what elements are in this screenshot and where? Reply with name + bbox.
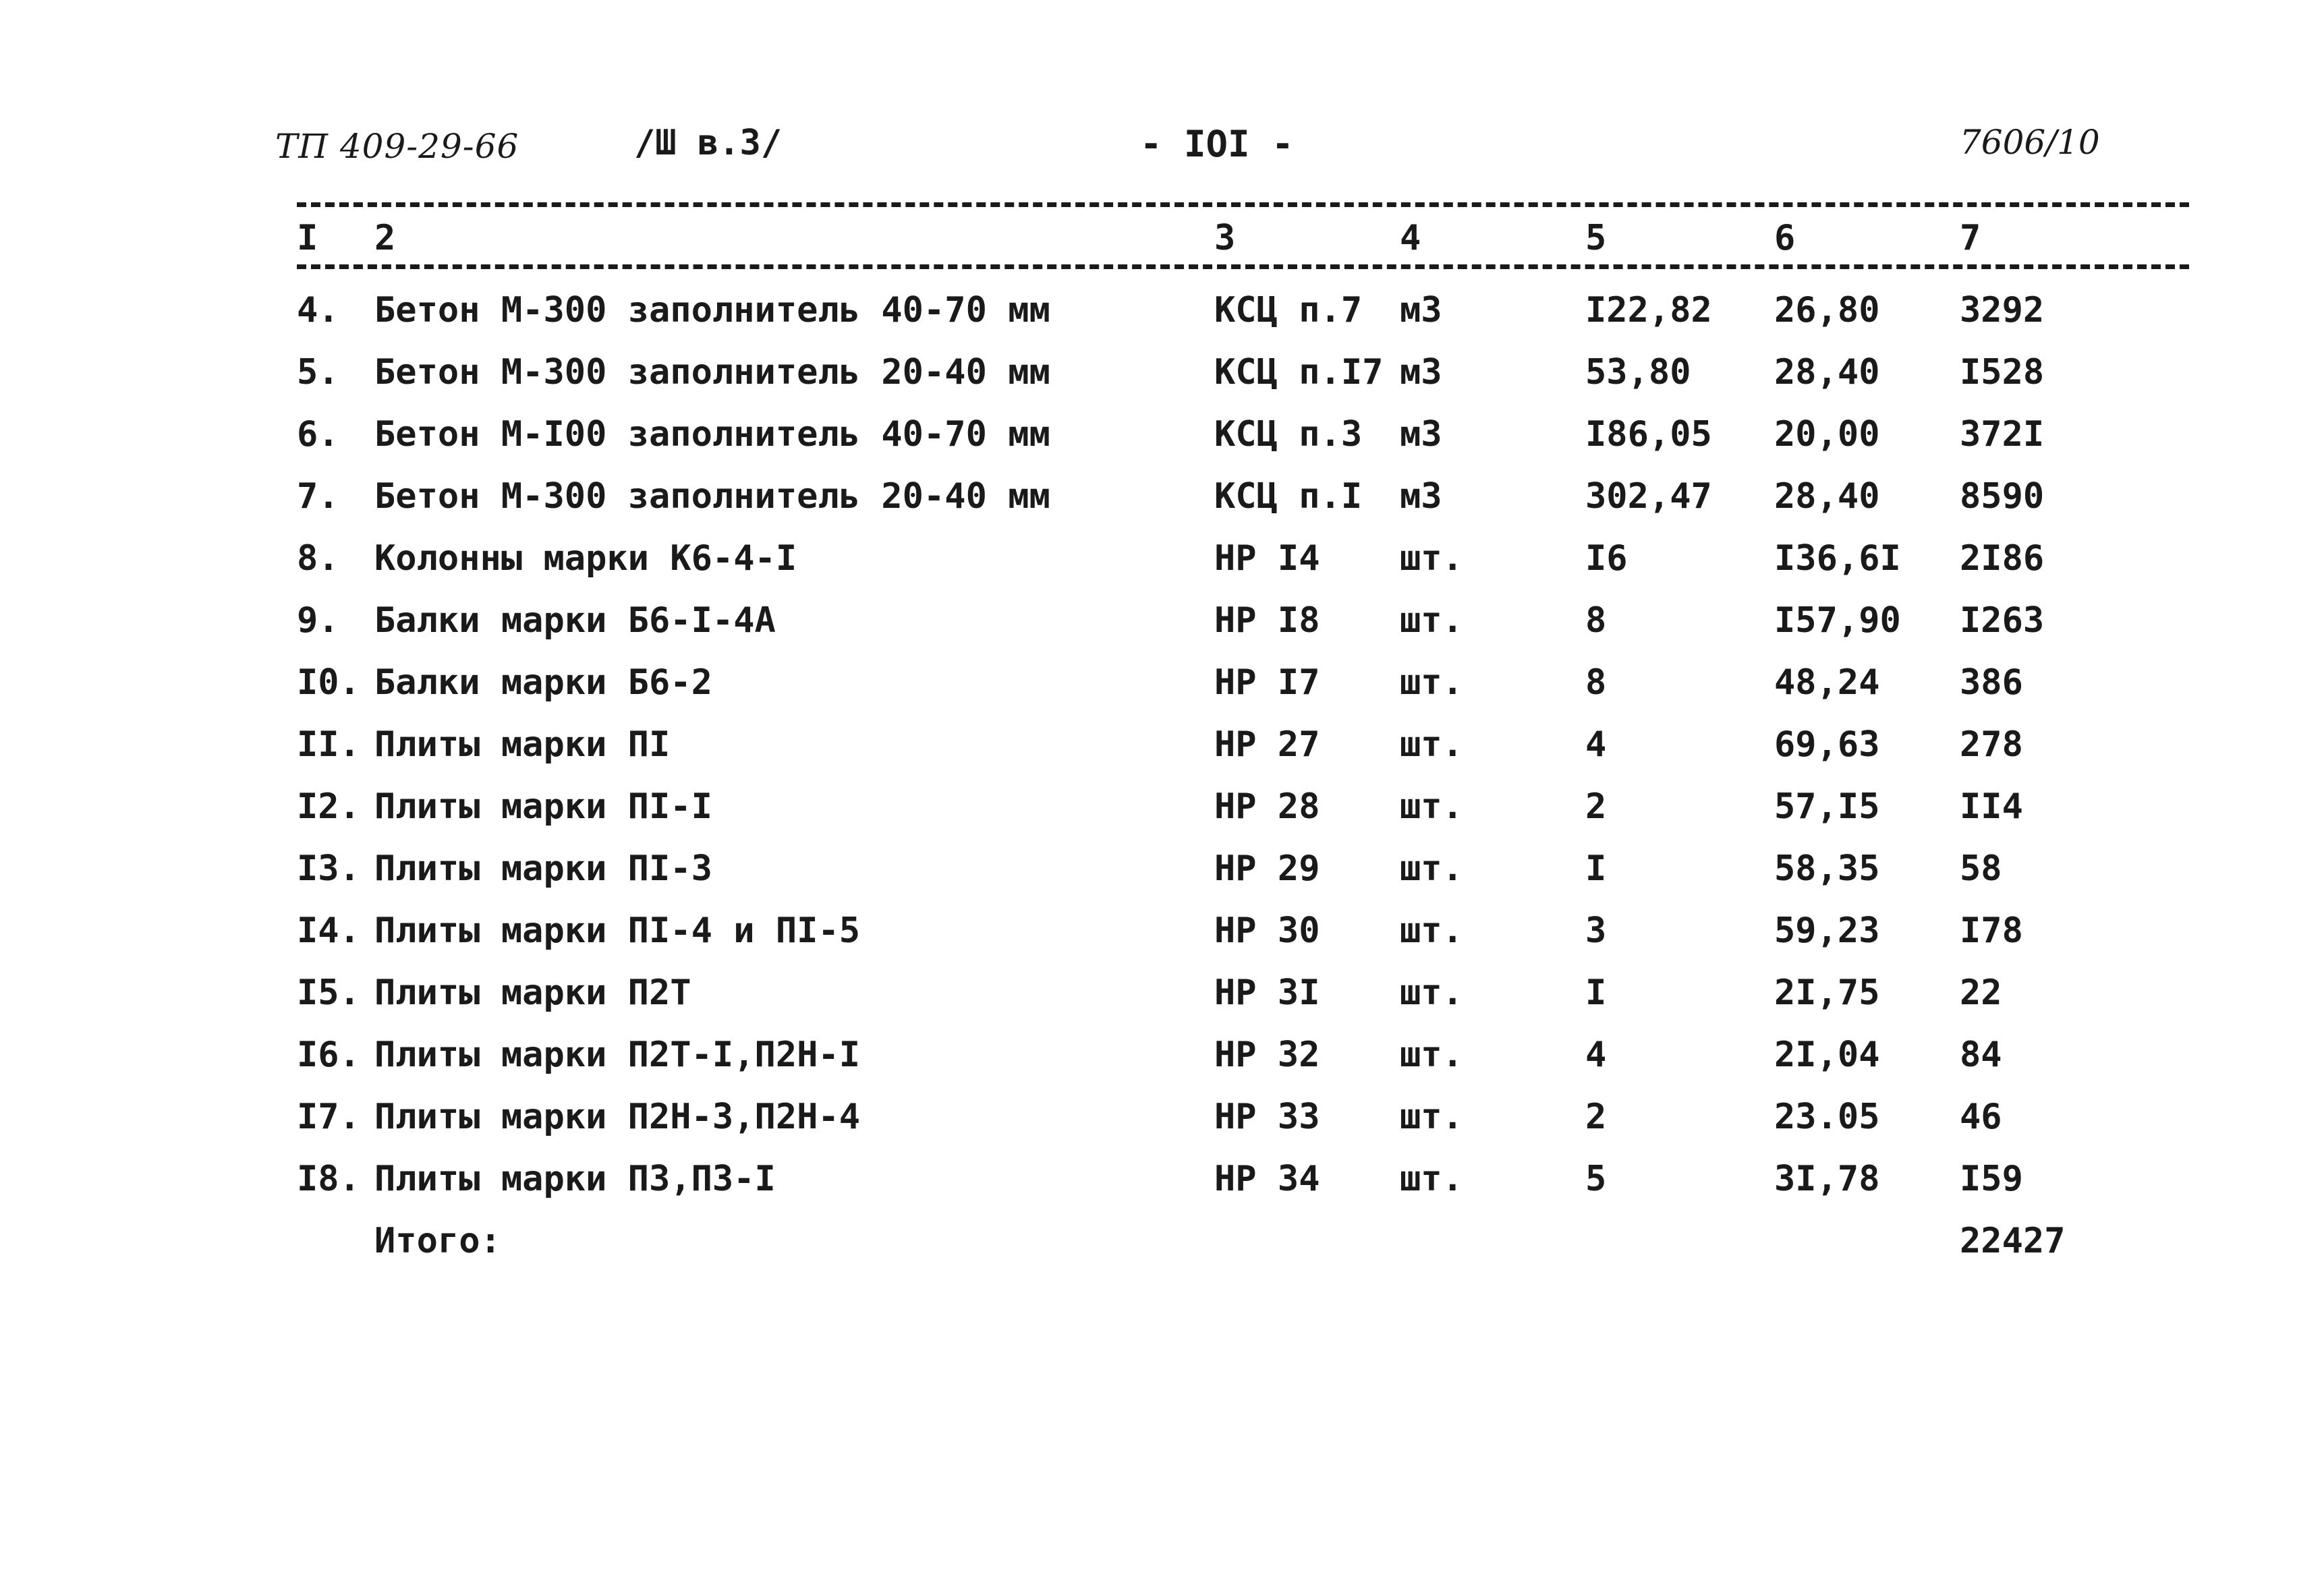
item-quantity: 2 bbox=[1585, 786, 1607, 827]
column-number: 3 bbox=[1214, 218, 1236, 258]
document-part: /Ш в.3/ bbox=[634, 123, 783, 163]
table-row bbox=[0, 1031, 2324, 1093]
table-row bbox=[0, 287, 2324, 349]
item-quantity: I86,05 bbox=[1585, 414, 1712, 455]
item-unit: шт. bbox=[1400, 600, 1463, 641]
item-total: I59 bbox=[1960, 1159, 2023, 1199]
item-name: Бетон М-300 заполнитель 20-40 мм bbox=[374, 352, 1050, 393]
item-unit: шт. bbox=[1400, 1035, 1463, 1075]
item-quantity: 4 bbox=[1585, 1035, 1607, 1075]
item-total: 8590 bbox=[1960, 476, 2045, 517]
item-unit: м3 bbox=[1400, 476, 1442, 517]
item-unit: шт. bbox=[1400, 911, 1463, 951]
row-number: 5. bbox=[297, 352, 339, 393]
column-number: 4 bbox=[1400, 218, 1421, 258]
item-price: 3I,78 bbox=[1774, 1159, 1880, 1199]
item-price: I36,6I bbox=[1774, 538, 1901, 579]
item-price: 69,63 bbox=[1774, 724, 1880, 765]
item-quantity: 3 bbox=[1585, 911, 1607, 951]
total-label: Итого: bbox=[374, 1221, 501, 1261]
item-quantity: I6 bbox=[1585, 538, 1628, 579]
item-quantity: I bbox=[1585, 973, 1607, 1013]
item-reference: НР I7 bbox=[1214, 662, 1320, 703]
item-reference: НР I4 bbox=[1214, 538, 1320, 579]
item-total: 386 bbox=[1960, 662, 2023, 703]
item-unit: м3 bbox=[1400, 352, 1442, 393]
item-reference: НР 32 bbox=[1214, 1035, 1320, 1075]
column-number: 5 bbox=[1585, 218, 1607, 258]
item-total: 278 bbox=[1960, 724, 2023, 765]
row-number: 9. bbox=[297, 600, 339, 641]
item-quantity: I22,82 bbox=[1585, 290, 1712, 330]
item-total: 3292 bbox=[1960, 290, 2045, 330]
item-unit: шт. bbox=[1400, 973, 1463, 1013]
item-quantity: 5 bbox=[1585, 1159, 1607, 1199]
column-number: 6 bbox=[1774, 218, 1796, 258]
item-name: Балки марки Б6-2 bbox=[374, 662, 712, 703]
column-number: I bbox=[297, 218, 318, 258]
row-number: I3. bbox=[297, 848, 360, 889]
row-number: 4. bbox=[297, 290, 339, 330]
item-quantity: I bbox=[1585, 848, 1607, 889]
item-total: 84 bbox=[1960, 1035, 2002, 1075]
row-number: 6. bbox=[297, 414, 339, 455]
page-number: - IOI - bbox=[1140, 123, 1294, 165]
item-reference: КСЦ п.3 bbox=[1214, 414, 1363, 455]
item-name: Плиты марки П2Н-3,П2Н-4 bbox=[374, 1097, 861, 1137]
item-reference: НР 33 bbox=[1214, 1097, 1320, 1137]
item-name: Бетон М-300 заполнитель 20-40 мм bbox=[374, 476, 1050, 517]
item-reference: НР 27 bbox=[1214, 724, 1320, 765]
table-row bbox=[0, 659, 2324, 721]
item-unit: шт. bbox=[1400, 848, 1463, 889]
item-price: 59,23 bbox=[1774, 911, 1880, 951]
item-name: Бетон М-300 заполнитель 40-70 мм bbox=[374, 290, 1050, 330]
item-name: Колонны марки К6-4-I bbox=[374, 538, 797, 579]
item-total: I78 bbox=[1960, 911, 2023, 951]
item-unit: м3 bbox=[1400, 414, 1442, 455]
table-row bbox=[0, 535, 2324, 597]
item-price: 2I,75 bbox=[1774, 973, 1880, 1013]
item-quantity: 53,80 bbox=[1585, 352, 1691, 393]
item-reference: НР I8 bbox=[1214, 600, 1320, 641]
item-reference: НР 30 bbox=[1214, 911, 1320, 951]
item-reference: НР 28 bbox=[1214, 786, 1320, 827]
row-number: I4. bbox=[297, 911, 360, 951]
table-body bbox=[0, 287, 2324, 1279]
row-number: I8. bbox=[297, 1159, 360, 1199]
table-row bbox=[0, 349, 2324, 411]
item-total: 58 bbox=[1960, 848, 2002, 889]
table-top-rule bbox=[297, 202, 2189, 207]
total-row bbox=[0, 1217, 2324, 1279]
item-name: Плиты марки ПI-I bbox=[374, 786, 712, 827]
table-header-rule bbox=[297, 264, 2189, 269]
item-price: 58,35 bbox=[1774, 848, 1880, 889]
item-name: Плиты марки ПI bbox=[374, 724, 671, 765]
row-number: I7. bbox=[297, 1097, 360, 1137]
item-price: 20,00 bbox=[1774, 414, 1880, 455]
item-reference: КСЦ п.I bbox=[1214, 476, 1363, 517]
item-total: I528 bbox=[1960, 352, 2045, 393]
table-row bbox=[0, 597, 2324, 659]
item-unit: шт. bbox=[1400, 662, 1463, 703]
item-quantity: 4 bbox=[1585, 724, 1607, 765]
item-unit: шт. bbox=[1400, 724, 1463, 765]
table-row bbox=[0, 969, 2324, 1031]
item-price: 48,24 bbox=[1774, 662, 1880, 703]
row-number: I6. bbox=[297, 1035, 360, 1075]
item-total: 2I86 bbox=[1960, 538, 2045, 579]
item-quantity: 302,47 bbox=[1585, 476, 1712, 517]
table-row bbox=[0, 1093, 2324, 1155]
item-quantity: 2 bbox=[1585, 1097, 1607, 1137]
item-price: 57,I5 bbox=[1774, 786, 1880, 827]
item-reference: НР 34 bbox=[1214, 1159, 1320, 1199]
item-price: 28,40 bbox=[1774, 352, 1880, 393]
row-number: I5. bbox=[297, 973, 360, 1013]
column-number: 7 bbox=[1960, 218, 1981, 258]
item-reference: НР 29 bbox=[1214, 848, 1320, 889]
item-quantity: 8 bbox=[1585, 600, 1607, 641]
item-price: 28,40 bbox=[1774, 476, 1880, 517]
row-number: 8. bbox=[297, 538, 339, 579]
row-number: I2. bbox=[297, 786, 360, 827]
table-row bbox=[0, 411, 2324, 473]
item-unit: шт. bbox=[1400, 538, 1463, 579]
item-name: Балки марки Б6-I-4А bbox=[374, 600, 776, 641]
item-price: 2I,04 bbox=[1774, 1035, 1880, 1075]
item-total: 46 bbox=[1960, 1097, 2002, 1137]
item-name: Плиты марки ПI-3 bbox=[374, 848, 712, 889]
item-name: Плиты марки П2Т bbox=[374, 973, 691, 1013]
item-reference: НР 3I bbox=[1214, 973, 1320, 1013]
table-row bbox=[0, 473, 2324, 535]
item-total: 22 bbox=[1960, 973, 2002, 1013]
item-name: Плиты марки П2Т-I,П2Н-I bbox=[374, 1035, 861, 1075]
item-total: I263 bbox=[1960, 600, 2045, 641]
item-price: I57,90 bbox=[1774, 600, 1901, 641]
archive-number: 7606/10 bbox=[1960, 123, 2100, 162]
item-name: Плиты марки П3,П3-I bbox=[374, 1159, 776, 1199]
table-row bbox=[0, 1155, 2324, 1217]
column-number-row bbox=[0, 214, 2324, 262]
table-row bbox=[0, 721, 2324, 783]
column-number: 2 bbox=[374, 218, 396, 258]
item-unit: шт. bbox=[1400, 786, 1463, 827]
item-unit: м3 bbox=[1400, 290, 1442, 330]
item-total: 372I bbox=[1960, 414, 2045, 455]
table-row bbox=[0, 783, 2324, 845]
table-row bbox=[0, 845, 2324, 907]
item-unit: шт. bbox=[1400, 1097, 1463, 1137]
item-name: Бетон М-I00 заполнитель 40-70 мм bbox=[374, 414, 1050, 455]
table-row bbox=[0, 907, 2324, 969]
item-total: II4 bbox=[1960, 786, 2023, 827]
item-reference: КСЦ п.7 bbox=[1214, 290, 1363, 330]
item-quantity: 8 bbox=[1585, 662, 1607, 703]
row-number: II. bbox=[297, 724, 360, 765]
total-value: 22427 bbox=[1960, 1221, 2066, 1261]
document-code: ТП 409-29-66 bbox=[275, 127, 519, 166]
item-price: 26,80 bbox=[1774, 290, 1880, 330]
item-unit: шт. bbox=[1400, 1159, 1463, 1199]
item-price: 23.05 bbox=[1774, 1097, 1880, 1137]
item-reference: КСЦ п.I7 bbox=[1214, 352, 1384, 393]
row-number: 7. bbox=[297, 476, 339, 517]
item-name: Плиты марки ПI-4 и ПI-5 bbox=[374, 911, 861, 951]
row-number: I0. bbox=[297, 662, 360, 703]
